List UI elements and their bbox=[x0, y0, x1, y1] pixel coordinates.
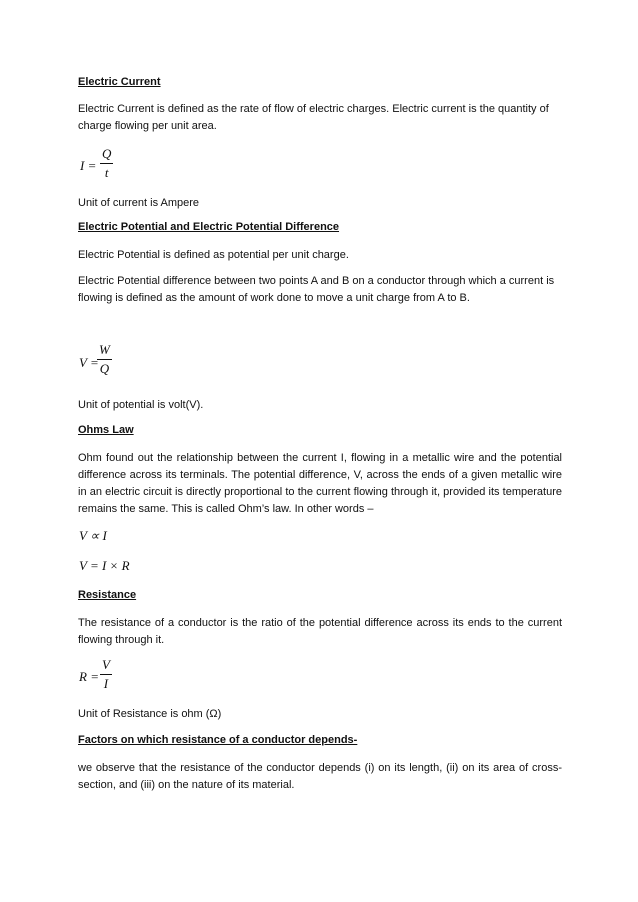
resistance-unit-text: Unit of Resistance is ohm (Ω) bbox=[78, 708, 222, 720]
heading-ohms-law: Ohms Law bbox=[78, 424, 134, 436]
paragraph-resistance-factors: we observe that the resistance of the conductor depends (i) on its length, (ii) on its area of cross-section, and (iii) on the nature of its material. bbox=[78, 762, 562, 791]
current-unit-text: Unit of current is Ampere bbox=[78, 197, 200, 209]
equation-current-fraction bbox=[100, 146, 113, 181]
equation-potential-fraction bbox=[97, 342, 112, 377]
paragraph-potential-definition: Electric Potential is defined as potential per unit charge. bbox=[78, 249, 349, 261]
equation-potential-numerator: W bbox=[97, 342, 112, 360]
potential-unit-text: Unit of potential is volt(V). bbox=[78, 399, 204, 411]
heading-electric-current: Electric Current bbox=[78, 76, 161, 88]
paragraph-ohms-law: Ohm found out the relationship between the current I, flowing in a metallic wire and the potential difference across its terminals. The potential difference, V, across the ends of a given metallic wire in an electric circuit is directly proportional to the current flowing through it, provided its temperature remains the same. This is called Ohm’s law. In other words – bbox=[78, 452, 562, 515]
equation-potential-denominator: Q bbox=[99, 361, 110, 376]
paragraph-potential-difference: Electric Potential difference between two points A and B on a conductor through which a current is flowing is defined as the amount of work done to move a unit charge from A to B. bbox=[78, 275, 555, 304]
equation-current-numerator: Q bbox=[100, 146, 113, 164]
paragraph-resistance: The resistance of a conductor is the ratio of the potential difference across its ends to the current flowing through it. bbox=[78, 617, 562, 646]
equation-resistance-denominator: I bbox=[103, 676, 109, 691]
equation-resistance-fraction bbox=[100, 657, 112, 692]
equation-current-lhs: I = bbox=[80, 158, 97, 173]
heading-resistance-factors: Factors on which resistance of a conductor depends- bbox=[78, 734, 358, 746]
equation-ohms-proportional: V ∝ I bbox=[79, 528, 107, 543]
equation-potential-lhs: V = bbox=[79, 355, 99, 370]
heading-resistance: Resistance bbox=[78, 589, 137, 601]
paragraph-electric-current: Electric Current is defined as the rate of flow of electric charges. Electric current is the quantity of charge flowing per unit area. bbox=[78, 103, 549, 132]
equation-resistance-lhs: R = bbox=[79, 669, 99, 684]
equation-resistance-numerator: V bbox=[100, 657, 112, 675]
equation-ohms-law: V = I × R bbox=[79, 558, 130, 573]
equation-current-denominator: t bbox=[104, 165, 109, 180]
heading-electric-potential: Electric Potential and Electric Potential Difference bbox=[78, 221, 340, 233]
